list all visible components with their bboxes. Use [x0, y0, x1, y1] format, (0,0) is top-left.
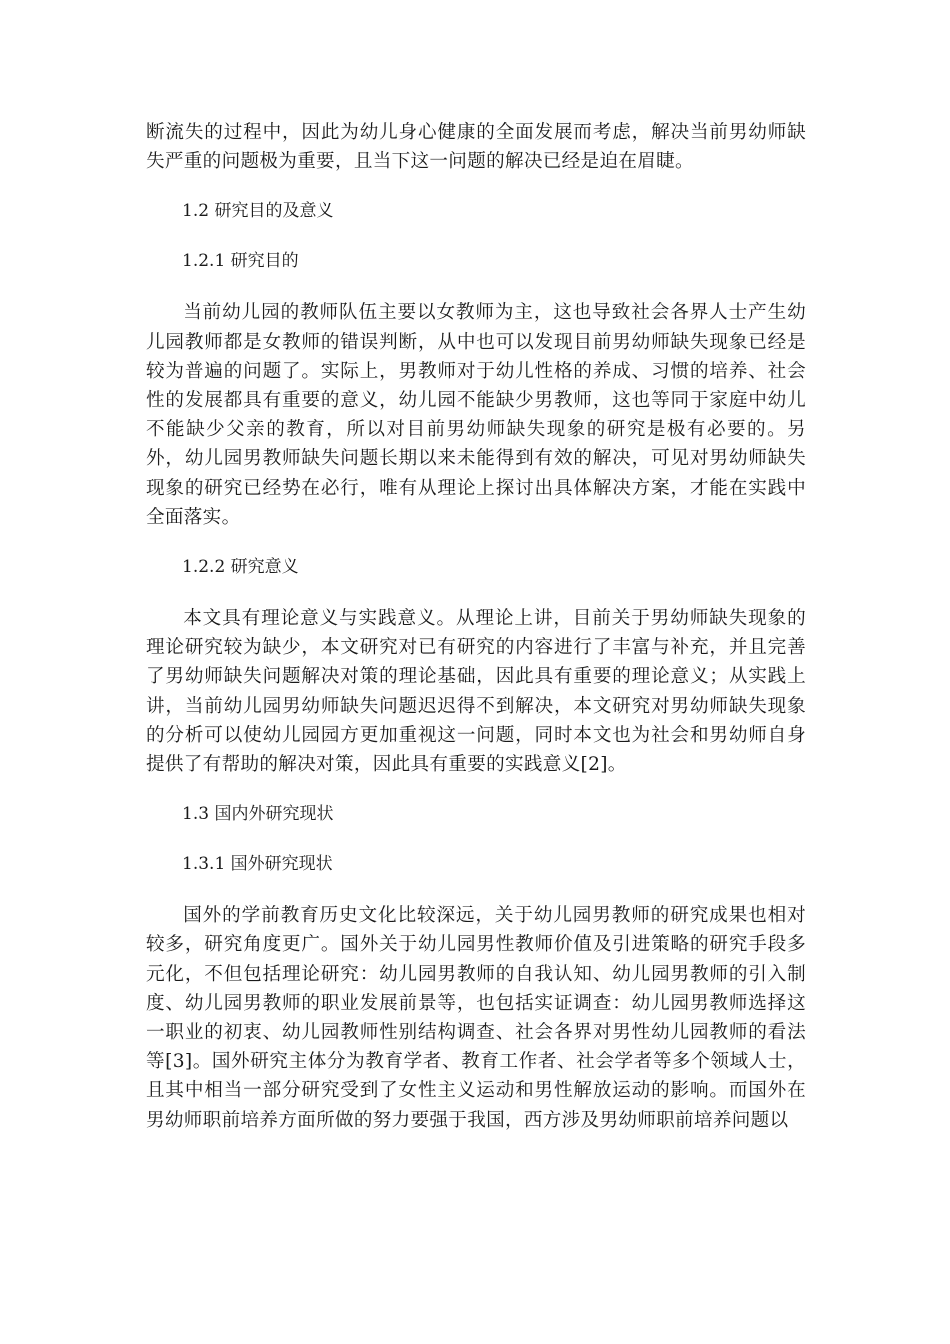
- heading-1-3: 1.3 国内外研究现状: [182, 804, 334, 825]
- heading-1-2-2: 1.2.2 研究意义: [182, 557, 299, 578]
- paragraph-research-purpose: 当前幼儿园的教师队伍主要以女教师为主，这也导致社会各界人士产生幼儿园教师都是女教师的错误判断，从中也可以发现目前男幼师缺失现象已经是较为普遍的问题了。实际上，男教师对于幼儿性格的养成、习惯的培养、社会性的发展都具有重要的意义，幼儿园不能缺少男教师，这也等同于家庭中幼儿不能缺少父亲的教育，所以对目前男幼师缺失现象的研究是极有必要的。另外，幼儿园男教师缺失问题长期以来未能得到有效的解决，可见对男幼师缺失现象的研究已经势在必行，唯有从理论上探讨出具体解决方案，才能在实践中全面落实。: [146, 302, 806, 528]
- heading-1-2: 1.2 研究目的及意义: [182, 201, 334, 222]
- paragraph-research-significance: 本文具有理论意义与实践意义。从理论上讲，目前关于男幼师缺失现象的理论研究较为缺少，本文研究对已有研究的内容进行了丰富与补充，并且完善了男幼师缺失问题解决对策的理论基础，因此具有重要的理论意义；从实践上讲，当前幼儿园男幼师缺失问题迟迟得不到解决，本文研究对男幼师缺失现象的分析可以使幼儿园园方更加重视这一问题，同时本文也为社会和男幼师自身提供了有帮助的解决对策，因此具有重要的实践意义[2]。: [146, 608, 806, 776]
- paragraph-foreign-research: 国外的学前教育历史文化比较深远，关于幼儿园男教师的研究成果也相对较多，研究角度更广。国外关于幼儿园男性教师价值及引进策略的研究手段多元化，不但包括理论研究：幼儿园男教师的自我认知、幼儿园男教师的引入制度、幼儿园男教师的职业发展前景等，也包括实证调查：幼儿园男教师选择这一职业的初衷、幼儿园教师性别结构调查、社会各界对男性幼儿园教师的看法等[3]。国外研究主体分为教育学者、教育工作者、社会学者等多个领域人士，且其中相当一部分研究受到了女性主义运动和男性解放运动的影响。而国外在男幼师职前培养方面所做的努力要强于我国，西方涉及男幼师职前培养问题以: [146, 905, 806, 1131]
- document-page: [146, 118, 806, 1135]
- heading-1-2-1: 1.2.1 研究目的: [182, 251, 299, 272]
- heading-1-3-1: 1.3.1 国外研究现状: [182, 854, 333, 875]
- continuation-paragraph: 断流失的过程中，因此为幼儿身心健康的全面发展而考虑，解决当前男幼师缺失严重的问题极为重要，且当下这一问题的解决已经是迫在眉睫。: [146, 122, 806, 173]
